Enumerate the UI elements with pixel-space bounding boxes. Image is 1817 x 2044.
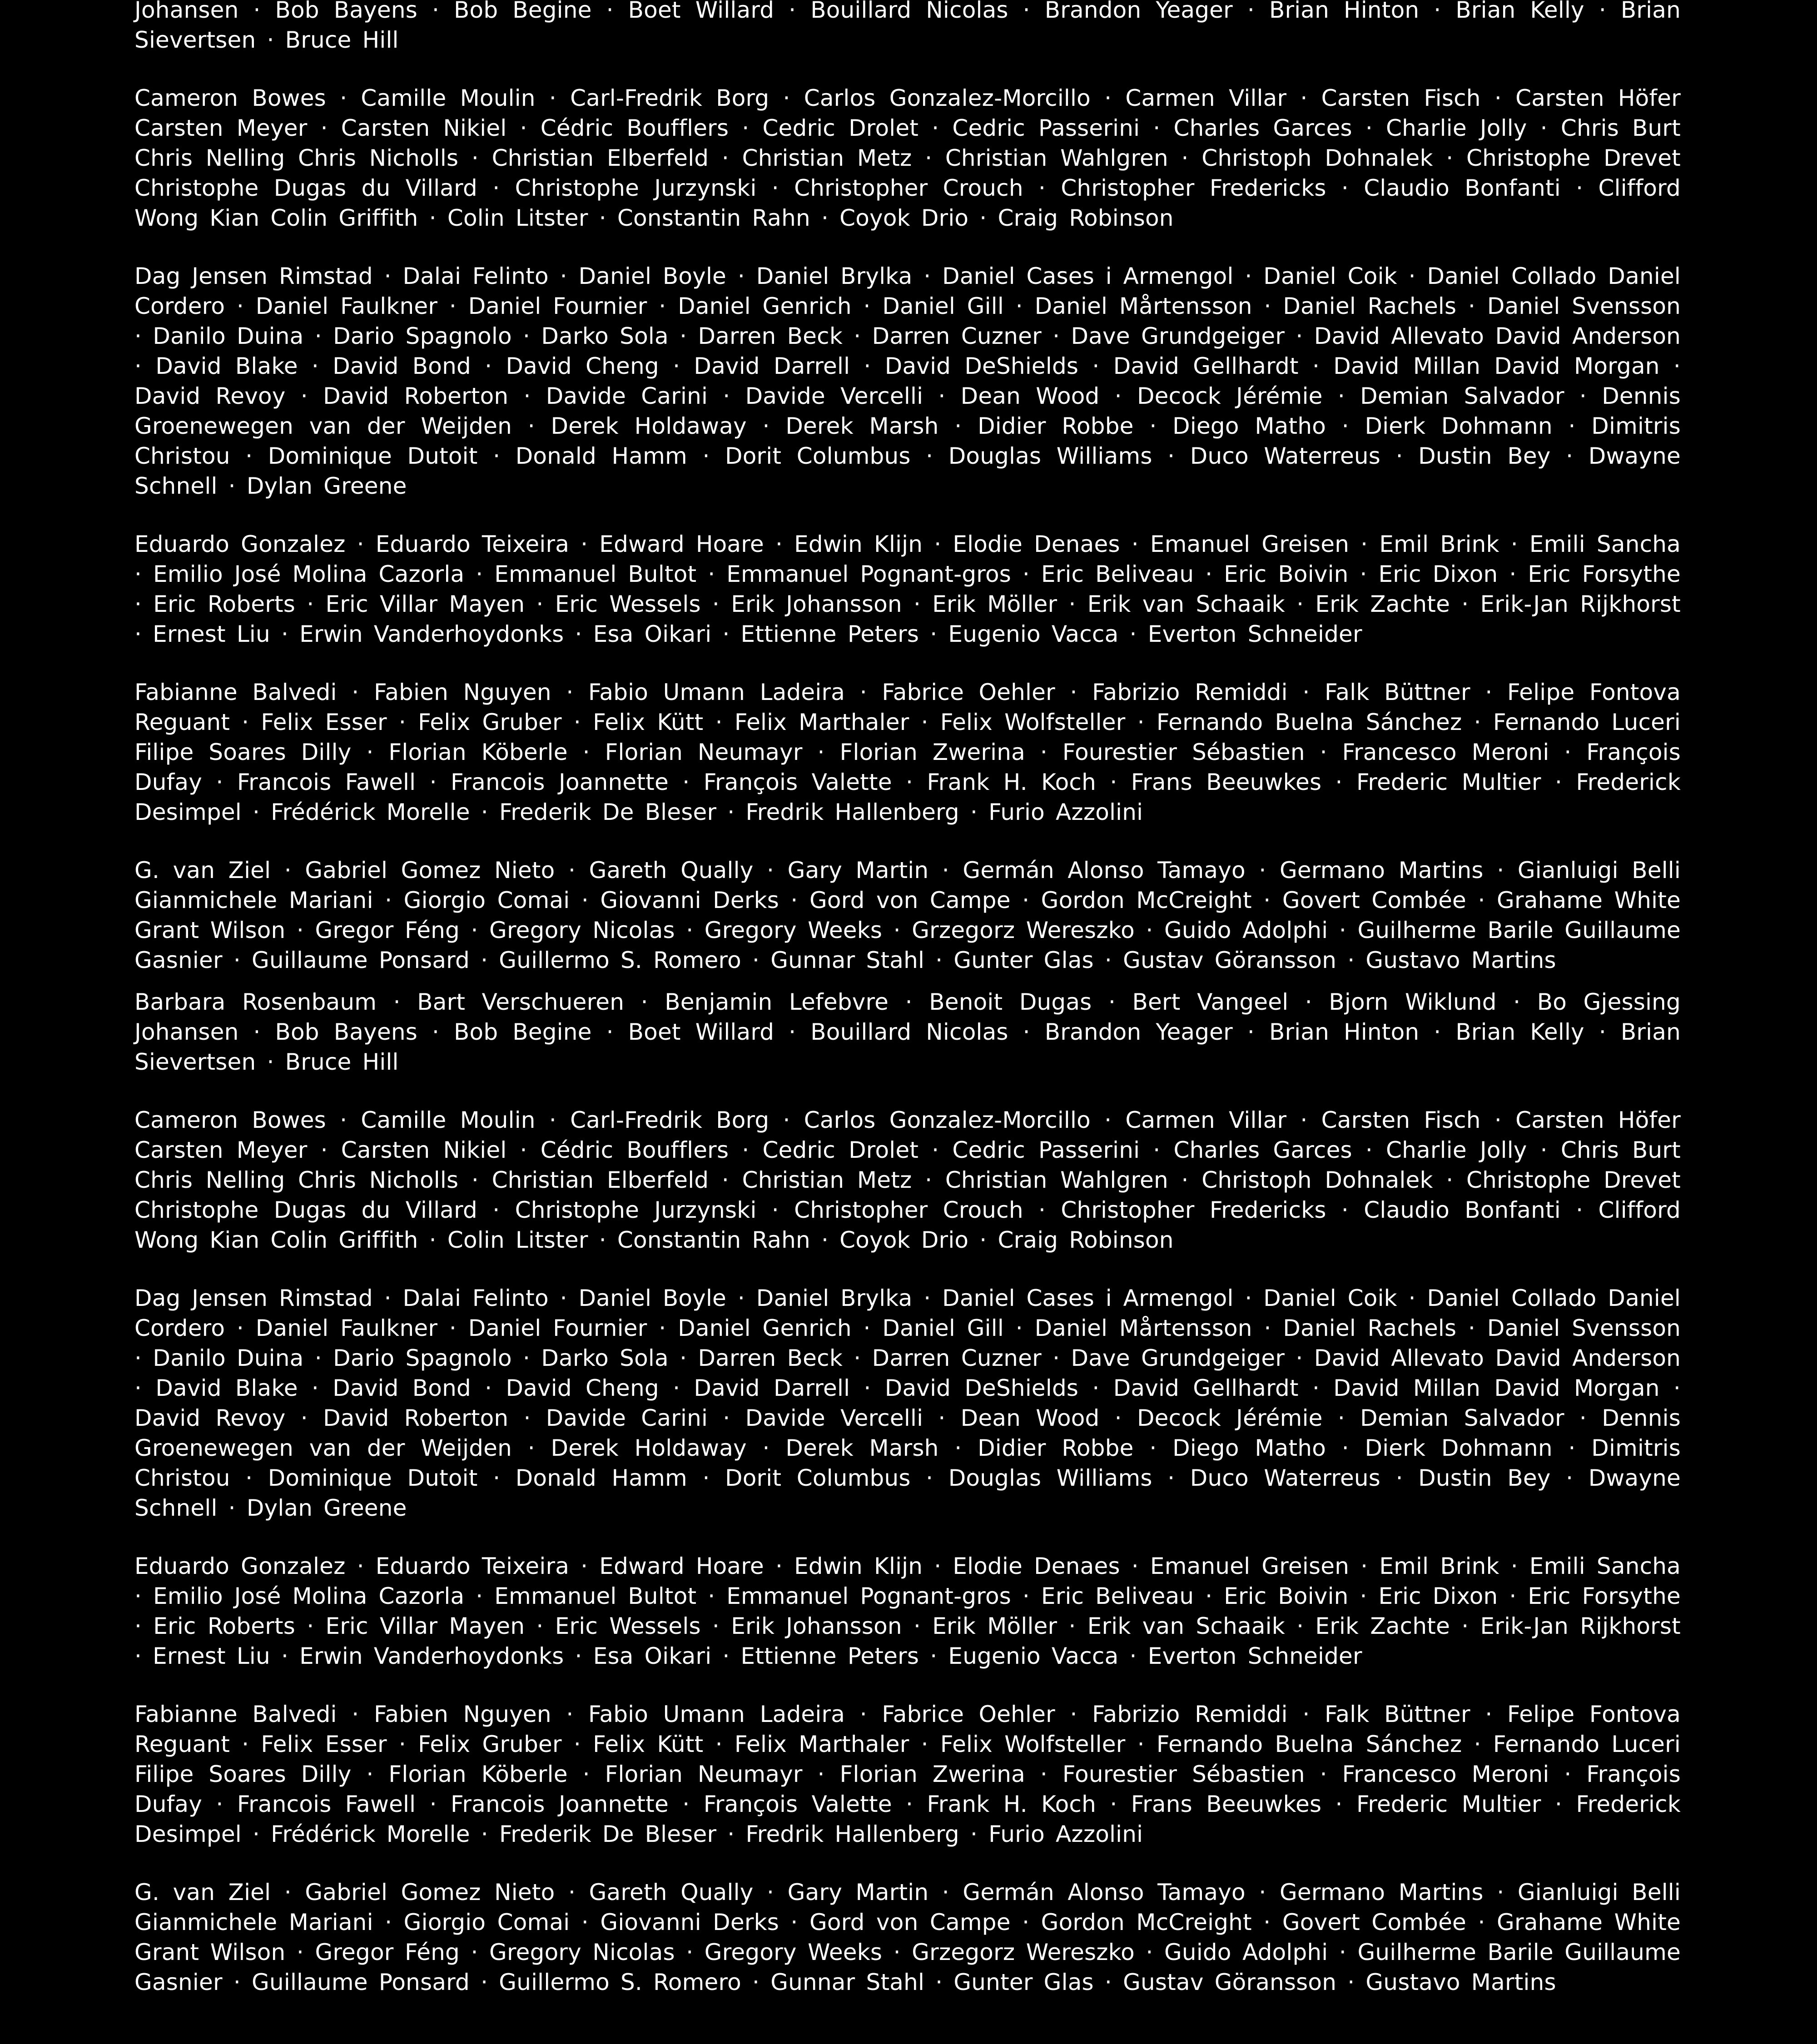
credits-section-g: G. van Ziel · Gabriel Gomez Nieto · Gareth Qually · Gary Martin · Germán Alonso Tamayo · Germano Martins · Gianluigi Belli Gianmichele Mariani · Giorgio Comai · Giovanni Derks · Gord von Campe · Gordon McCreight · Govert Combée · Grahame White Grant Wilson · Gregor Féng · Gregory Nicolas · Gregory Weeks · Grzegorz Wereszko · Guido Adolphi · Guilherme Barile Guillaume Gasnier · Guillaume Ponsard · Guillermo S. Romero · Gunnar Stahl · Gunter Glas · Gustav Göransson · Gustavo Martins	[134, 857, 1681, 973]
credits-viewport-lower	[134, 989, 1681, 2044]
credits-section-c: Cameron Bowes · Camille Moulin · Carl-Fredrik Borg · Carlos Gonzalez-Morcillo · Carmen Villar · Carsten Fisch · Carsten Höfer Carsten Meyer · Carsten Nikiel · Cédric Boufflers · Cedric Drolet · Cedric Passerini · Charles Garces · Charlie Jolly · Chris Burt Chris Nelling Chris Nicholls · Christian Elberfeld · Christian Metz · Christian Wahlgren · Christoph Dohnalek · Christophe Drevet Christophe Dugas du Villard · Christophe Jurzynski · Christopher Crouch · Christopher Fredericks · Claudio Bonfanti · Clifford Wong Kian Colin Griffith · Colin Litster · Constantin Rahn · Coyok Drio · Craig Robinson	[134, 1107, 1681, 1253]
credits-section-c: Cameron Bowes · Camille Moulin · Carl-Fredrik Borg · Carlos Gonzalez-Morcillo · Carmen Villar · Carsten Fisch · Carsten Höfer Carsten Meyer · Carsten Nikiel · Cédric Boufflers · Cedric Drolet · Cedric Passerini · Charles Garces · Charlie Jolly · Chris Burt Chris Nelling Chris Nicholls · Christian Elberfeld · Christian Metz · Christian Wahlgren · Christoph Dohnalek · Christophe Drevet Christophe Dugas du Villard · Christophe Jurzynski · Christopher Crouch · Christopher Fredericks · Claudio Bonfanti · Clifford Wong Kian Colin Griffith · Colin Litster · Constantin Rahn · Coyok Drio · Craig Robinson	[134, 85, 1681, 231]
credits-text-column	[134, 0, 1681, 1003]
credits-viewport-upper	[134, 0, 1681, 1022]
credits-text-column	[134, 987, 1681, 2025]
credits-section-b: Johansen · Bob Bayens · Bob Begine · Boet Willard · Bouillard Nicolas · Brandon Yeager · Brian Hinton · Brian Kelly · Brian Sievertsen · Bruce Hill	[134, 0, 1681, 53]
credits-section-b: Barbara Rosenbaum · Bart Verschueren · Benjamin Lefebvre · Benoit Dugas · Bert Vangeel · Bjorn Wiklund · Bo Gjessing Johansen · Bob Bayens · Bob Begine · Boet Willard · Bouillard Nicolas · Brandon Yeager · Brian Hinton · Brian Kelly · Brian Sievertsen · Bruce Hill	[134, 989, 1681, 1075]
credits-section-d: Dag Jensen Rimstad · Dalai Felinto · Daniel Boyle · Daniel Brylka · Daniel Cases i Armengol · Daniel Coik · Daniel Collado Daniel Cordero · Daniel Faulkner · Daniel Fournier · Daniel Genrich · Daniel Gill · Daniel Mårtensson · Daniel Rachels · Daniel Svensson · Danilo Duina · Dario Spagnolo · Darko Sola · Darren Beck · Darren Cuzner · Dave Grundgeiger · David Allevato David Anderson · David Blake · David Bond · David Cheng · David Darrell · David DeShields · David Gellhardt · David Millan David Morgan · David Revoy · David Roberton · Davide Carini · Davide Vercelli · Dean Wood · Decock Jérémie · Demian Salvador · Dennis Groenewegen van der Weijden · Derek Holdaway · Derek Marsh · Didier Robbe · Diego Matho · Dierk Dohmann · Dimitris Christou · Dominique Dutoit · Donald Hamm · Dorit Columbus · Douglas Williams · Duco Waterreus · Dustin Bey · Dwayne Schnell · Dylan Greene	[134, 1285, 1681, 1521]
credits-section-e: Eduardo Gonzalez · Eduardo Teixeira · Edward Hoare · Edwin Klijn · Elodie Denaes · Emanuel Greisen · Emil Brink · Emili Sancha · Emilio José Molina Cazorla · Emmanuel Bultot · Emmanuel Pognant-gros · Eric Beliveau · Eric Boivin · Eric Dixon · Eric Forsythe · Eric Roberts · Eric Villar Mayen · Eric Wessels · Erik Johansson · Erik Möller · Erik van Schaaik · Erik Zachte · Erik-Jan Rijkhorst · Ernest Liu · Erwin Vanderhoydonks · Esa Oikari · Ettienne Peters · Eugenio Vacca · Everton Schneider	[134, 1553, 1681, 1669]
credits-section-d: Dag Jensen Rimstad · Dalai Felinto · Daniel Boyle · Daniel Brylka · Daniel Cases i Armengol · Daniel Coik · Daniel Collado Daniel Cordero · Daniel Faulkner · Daniel Fournier · Daniel Genrich · Daniel Gill · Daniel Mårtensson · Daniel Rachels · Daniel Svensson · Danilo Duina · Dario Spagnolo · Darko Sola · Darren Beck · Darren Cuzner · Dave Grundgeiger · David Allevato David Anderson · David Blake · David Bond · David Cheng · David Darrell · David DeShields · David Gellhardt · David Millan David Morgan · David Revoy · David Roberton · Davide Carini · Davide Vercelli · Dean Wood · Decock Jérémie · Demian Salvador · Dennis Groenewegen van der Weijden · Derek Holdaway · Derek Marsh · Didier Robbe · Diego Matho · Dierk Dohmann · Dimitris Christou · Dominique Dutoit · Donald Hamm · Dorit Columbus · Douglas Williams · Duco Waterreus · Dustin Bey · Dwayne Schnell · Dylan Greene	[134, 263, 1681, 499]
credits-section-e: Eduardo Gonzalez · Eduardo Teixeira · Edward Hoare · Edwin Klijn · Elodie Denaes · Emanuel Greisen · Emil Brink · Emili Sancha · Emilio José Molina Cazorla · Emmanuel Bultot · Emmanuel Pognant-gros · Eric Beliveau · Eric Boivin · Eric Dixon · Eric Forsythe · Eric Roberts · Eric Villar Mayen · Eric Wessels · Erik Johansson · Erik Möller · Erik van Schaaik · Erik Zachte · Erik-Jan Rijkhorst · Ernest Liu · Erwin Vanderhoydonks · Esa Oikari · Ettienne Peters · Eugenio Vacca · Everton Schneider	[134, 531, 1681, 647]
credits-section-f: Fabianne Balvedi · Fabien Nguyen · Fabio Umann Ladeira · Fabrice Oehler · Fabrizio Remiddi · Falk Büttner · Felipe Fontova Reguant · Felix Esser · Felix Gruber · Felix Kütt · Felix Marthaler · Felix Wolfsteller · Fernando Buelna Sánchez · Fernando Luceri Filipe Soares Dilly · Florian Köberle · Florian Neumayr · Florian Zwerina · Fourestier Sébastien · Francesco Meroni · François Dufay · Francois Fawell · Francois Joannette · François Valette · Frank H. Koch · Frans Beeuwkes · Frederic Multier · Frederick Desimpel · Frédérick Morelle · Frederik De Bleser · Fredrik Hallenberg · Furio Azzolini	[134, 1701, 1681, 1847]
credits-section-g: G. van Ziel · Gabriel Gomez Nieto · Gareth Qually · Gary Martin · Germán Alonso Tamayo · Germano Martins · Gianluigi Belli Gianmichele Mariani · Giorgio Comai · Giovanni Derks · Gord von Campe · Gordon McCreight · Govert Combée · Grahame White Grant Wilson · Gregor Féng · Gregory Nicolas · Gregory Weeks · Grzegorz Wereszko · Guido Adolphi · Guilherme Barile Guillaume Gasnier · Guillaume Ponsard · Guillermo S. Romero · Gunnar Stahl · Gunter Glas · Gustav Göransson · Gustavo Martins	[134, 1879, 1681, 1995]
credits-section-f: Fabianne Balvedi · Fabien Nguyen · Fabio Umann Ladeira · Fabrice Oehler · Fabrizio Remiddi · Falk Büttner · Felipe Fontova Reguant · Felix Esser · Felix Gruber · Felix Kütt · Felix Marthaler · Felix Wolfsteller · Fernando Buelna Sánchez · Fernando Luceri Filipe Soares Dilly · Florian Köberle · Florian Neumayr · Florian Zwerina · Fourestier Sébastien · Francesco Meroni · François Dufay · Francois Fawell · Francois Joannette · François Valette · Frank H. Koch · Frans Beeuwkes · Frederic Multier · Frederick Desimpel · Frédérick Morelle · Frederik De Bleser · Fredrik Hallenberg · Furio Azzolini	[134, 679, 1681, 825]
